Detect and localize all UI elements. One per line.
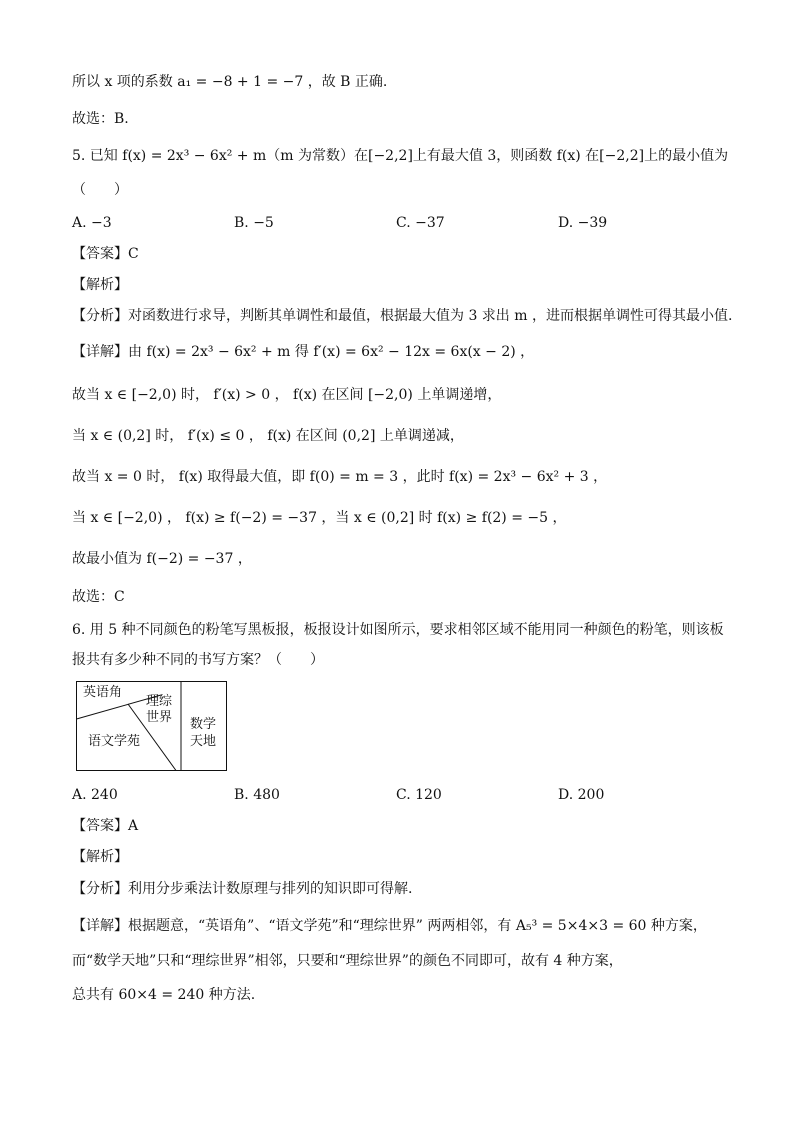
solution-step: 故当 x = 0 时， f(x) 取得最大值，即 f(0) = m = 3 ，此时 f(x) = 2x³ − 6x² + 3 ， — [72, 469, 608, 485]
question-6-choices — [72, 785, 722, 805]
text-line: 故选：B. — [72, 111, 129, 127]
region-label-yuwen: 语文学苑 — [88, 734, 141, 749]
solution-step: 故选：C — [72, 589, 125, 605]
choice-b: B. 480 — [234, 787, 280, 803]
solution-step: 当 x ∈ (0,2] 时， f′(x) ≤ 0 ， f(x) 在区间 (0,2] 上单调递减， — [72, 428, 464, 444]
analysis-label: 【解析】 — [72, 849, 128, 865]
region-label-shuxue: 天地 — [190, 734, 217, 749]
analysis-xiangjie: 【详解】根据题意，“英语角”、“语文学苑”和“理综世界” 两两相邻，有 A₅³ = 5×4×3 = 60 种方案， — [72, 918, 707, 934]
text-line: 所以 x 项的系数 a₁ = −8 + 1 = −7 ，故 B 正确. — [72, 74, 388, 90]
region-label-shuxue: 数学 — [190, 717, 217, 732]
answer-label: 【答案】A — [72, 818, 139, 834]
region-label-lizong: 世界 — [146, 710, 173, 725]
choice-a: A. 240 — [72, 787, 118, 803]
solution-step: 当 x ∈ [−2,0) ， f(x) ≥ f(−2) = −37 ，当 x ∈ (0,2] 时 f(x) ≥ f(2) = −5 ， — [72, 510, 567, 526]
choice-d: D. −39 — [558, 215, 608, 231]
solution-step: 故最小值为 f(−2) = −37 ， — [72, 551, 252, 567]
choice-b: B. −5 — [234, 215, 274, 231]
question-5-paren: （ ） — [72, 182, 128, 198]
analysis-fenxi: 【分析】对函数进行求导，判断其单调性和最值，根据最大值为 3 求出 m ，进而根据单调性可得其最小值. — [72, 308, 733, 324]
solution-step: 故当 x ∈ [−2,0) 时， f′(x) > 0 ， f(x) 在区间 [−2,0) 上单调递增， — [72, 387, 502, 403]
analysis-xiangjie: 【详解】由 f(x) = 2x³ − 6x² + m 得 f′(x) = 6x² − 12x = 6x(x − 2) ， — [72, 344, 535, 360]
choice-d: D. 200 — [558, 787, 605, 803]
blackboard-layout-diagram — [76, 681, 227, 771]
region-label-yingyujiao: 英语角 — [83, 685, 123, 700]
choice-c: C. −37 — [396, 215, 445, 231]
question-5-stem: 5. 已知 f(x) = 2x³ − 6x² + m（m 为常数）在[−2,2]上有最大值 3，则函数 f(x) 在[−2,2]上的最小值为 — [72, 148, 729, 164]
analysis-fenxi: 【分析】利用分步乘法计数原理与排列的知识即可得解. — [72, 881, 413, 897]
choice-a: A. −3 — [72, 215, 112, 231]
question-6-stem: 6. 用 5 种不同颜色的粉笔写黑板报，板报设计如图所示，要求相邻区域不能用同一种颜色的粉笔，则该板 — [72, 622, 724, 638]
solution-step: 总共有 60×4 = 240 种方法. — [72, 987, 256, 1003]
solution-step: 而“数学天地”只和“理综世界”相邻，只要和“理综世界”的颜色不同即可，故有 4 种方案， — [72, 953, 623, 969]
answer-label: 【答案】C — [72, 246, 139, 262]
question-5-choices — [72, 213, 722, 233]
analysis-label: 【解析】 — [72, 277, 128, 293]
choice-c: C. 120 — [396, 787, 442, 803]
region-label-lizong: 理综 — [146, 694, 173, 709]
question-6-stem: 报共有多少种不同的书写方案？（ ） — [72, 652, 324, 668]
